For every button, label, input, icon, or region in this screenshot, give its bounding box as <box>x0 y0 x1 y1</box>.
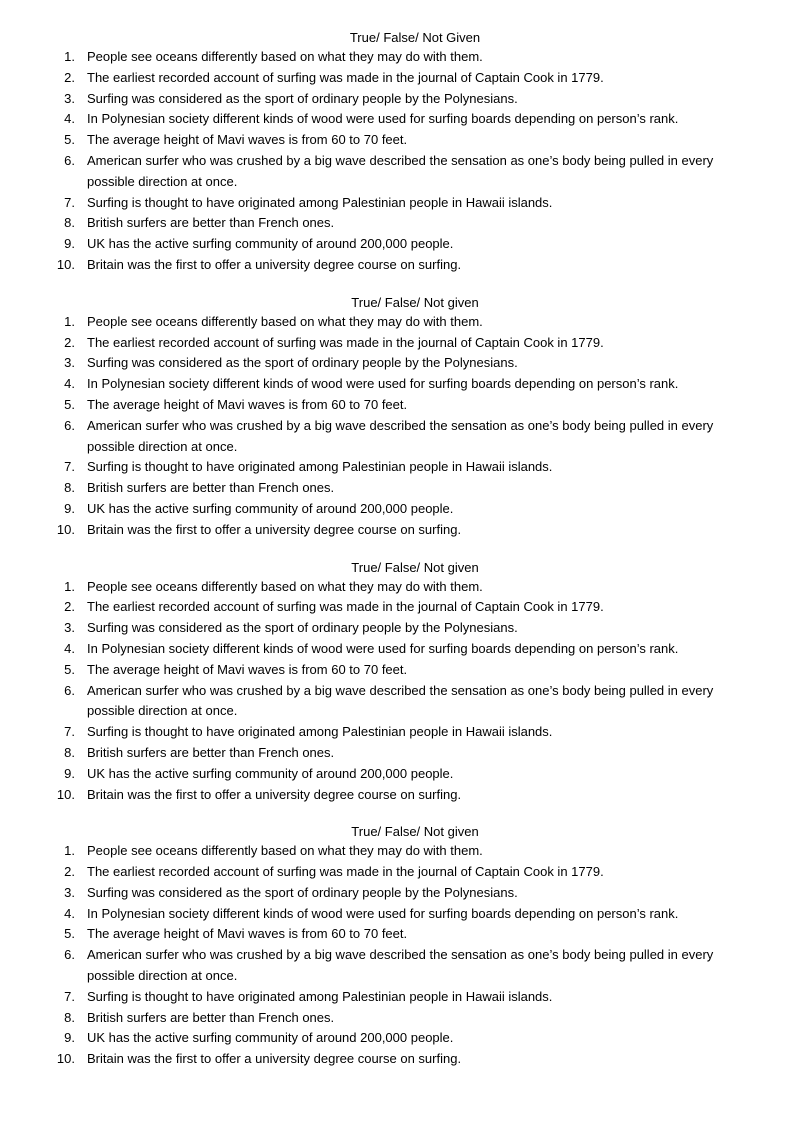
question-text: People see oceans differently based on what they may do with them. <box>87 49 483 64</box>
question-number: 4. <box>64 640 75 656</box>
question-item <box>0 987 800 1008</box>
question-text: In Polynesian society different kinds of wood were used for surfing boards depending on person’s rank. <box>87 376 679 392</box>
section-title: True/ False/ Not given <box>351 824 479 840</box>
question-text: Surfing is thought to have originated among Palestinian people in Hawaii islands. <box>87 724 553 740</box>
question-number: 10. <box>56 1051 75 1067</box>
question-text: In Polynesian society different kinds of wood were used for surfing boards depending on person’s rank. <box>87 111 679 127</box>
question-number: 9. <box>64 765 75 781</box>
question-number: 3. <box>64 90 75 106</box>
question-item <box>0 193 800 214</box>
question-number: 8. <box>64 480 75 496</box>
question-number: 8. <box>64 744 75 760</box>
question-item <box>0 234 800 255</box>
question-list <box>0 312 800 541</box>
question-item <box>0 722 800 743</box>
question-item <box>0 255 800 276</box>
question-number: 2. <box>64 334 75 350</box>
question-number: 8. <box>64 215 75 231</box>
question-number: 6. <box>64 682 75 698</box>
question-number: 1. <box>64 49 75 64</box>
question-item <box>0 924 800 945</box>
question-number: 1. <box>64 843 75 859</box>
question-number: 9. <box>64 236 75 252</box>
question-item <box>0 945 800 987</box>
question-text: UK has the active surfing community of around 200,000 people. <box>87 236 454 252</box>
question-list <box>0 47 800 276</box>
question-text: Surfing is thought to have originated among Palestinian people in Hawaii islands. <box>87 459 553 475</box>
question-number: 2. <box>64 599 75 615</box>
question-text: Surfing was considered as the sport of ordinary people by the Polynesians. <box>87 90 518 106</box>
question-item <box>0 47 800 68</box>
question-number: 4. <box>64 376 75 392</box>
question-text: British surfers are better than French ones. <box>87 1009 335 1025</box>
question-item <box>0 743 800 764</box>
question-text: The average height of Mavi waves is from 60 to 70 feet. <box>87 661 408 677</box>
question-text: UK has the active surfing community of around 200,000 people. <box>87 1030 454 1046</box>
question-text: Surfing is thought to have originated among Palestinian people in Hawaii islands. <box>87 988 553 1004</box>
question-text: Britain was the first to offer a university degree course on surfing. <box>87 1051 462 1067</box>
question-item <box>0 577 800 598</box>
question-number: 6. <box>64 417 75 433</box>
question-text: People see oceans differently based on what they may do with them. <box>87 313 483 329</box>
question-item <box>0 1049 800 1070</box>
question-number: 1. <box>64 578 75 594</box>
question-item <box>0 353 800 374</box>
question-text: People see oceans differently based on what they may do with them. <box>87 843 483 859</box>
question-text: The average height of Mavi waves is from 60 to 70 feet. <box>87 396 408 412</box>
question-item <box>0 395 800 416</box>
question-number: 10. <box>56 256 75 272</box>
question-item <box>0 213 800 234</box>
question-item <box>0 416 800 458</box>
question-text: The earliest recorded account of surfing was made in the journal of Captain Cook in 1779. <box>87 864 604 880</box>
question-text: In Polynesian society different kinds of wood were used for surfing boards depending on person’s rank. <box>87 640 679 656</box>
question-section <box>0 294 800 541</box>
question-text: American surfer who was crushed by a big wave described the sensation as one’s body being pulled in every possible direction at once. <box>87 152 714 189</box>
question-number: 9. <box>64 500 75 516</box>
question-number: 3. <box>64 355 75 371</box>
question-number: 7. <box>64 724 75 740</box>
section-title: True/ False/ Not Given <box>349 30 481 45</box>
question-number: 3. <box>64 884 75 900</box>
question-item <box>0 457 800 478</box>
question-item <box>0 68 800 89</box>
question-section <box>0 29 800 276</box>
question-item <box>0 785 800 806</box>
question-text: The earliest recorded account of surfing was made in the journal of Captain Cook in 1779. <box>87 599 604 615</box>
question-text: American surfer who was crushed by a big wave described the sensation as one’s body being pulled in every possible direction at once. <box>87 417 714 454</box>
question-text: The earliest recorded account of surfing was made in the journal of Captain Cook in 1779. <box>87 334 604 350</box>
section-title: True/ False/ Not given <box>351 559 479 575</box>
question-section <box>0 823 800 1070</box>
question-item <box>0 883 800 904</box>
question-item <box>0 109 800 130</box>
question-text: British surfers are better than French ones. <box>87 744 335 760</box>
question-number: 7. <box>64 459 75 475</box>
question-text: American surfer who was crushed by a big wave described the sensation as one’s body being pulled in every possible direction at once. <box>87 682 714 719</box>
question-item <box>0 478 800 499</box>
question-number: 9. <box>64 1030 75 1046</box>
question-text: Surfing was considered as the sport of ordinary people by the Polynesians. <box>87 884 518 900</box>
question-item <box>0 1028 800 1049</box>
question-number: 5. <box>64 926 75 942</box>
question-number: 4. <box>64 905 75 921</box>
question-text: Surfing is thought to have originated among Palestinian people in Hawaii islands. <box>87 194 553 210</box>
question-item <box>0 764 800 785</box>
question-item <box>0 151 800 193</box>
question-item <box>0 862 800 883</box>
question-item <box>0 681 800 723</box>
question-number: 7. <box>64 988 75 1004</box>
question-item <box>0 130 800 151</box>
question-text: UK has the active surfing community of around 200,000 people. <box>87 765 454 781</box>
question-number: 2. <box>64 864 75 880</box>
question-item <box>0 639 800 660</box>
question-text: Britain was the first to offer a university degree course on surfing. <box>87 786 462 802</box>
question-item <box>0 660 800 681</box>
question-number: 2. <box>64 69 75 85</box>
question-number: 8. <box>64 1009 75 1025</box>
question-number: 4. <box>64 111 75 127</box>
question-item <box>0 597 800 618</box>
question-number: 10. <box>56 521 75 537</box>
question-number: 5. <box>64 396 75 412</box>
question-item <box>0 841 800 862</box>
question-list <box>0 577 800 806</box>
question-text: Britain was the first to offer a university degree course on surfing. <box>87 521 462 537</box>
question-number: 6. <box>64 152 75 168</box>
question-item <box>0 89 800 110</box>
question-item <box>0 904 800 925</box>
document-page <box>0 29 800 1088</box>
section-title: True/ False/ Not given <box>351 294 479 310</box>
question-item <box>0 333 800 354</box>
question-item <box>0 312 800 333</box>
question-number: 3. <box>64 620 75 636</box>
question-text: Britain was the first to offer a university degree course on surfing. <box>87 256 462 272</box>
question-text: British surfers are better than French ones. <box>87 480 335 496</box>
question-text: The average height of Mavi waves is from 60 to 70 feet. <box>87 926 408 942</box>
question-text: The earliest recorded account of surfing was made in the journal of Captain Cook in 1779. <box>87 69 604 85</box>
question-number: 6. <box>64 947 75 963</box>
question-item <box>0 1008 800 1029</box>
question-number: 7. <box>64 194 75 210</box>
question-item <box>0 520 800 541</box>
question-text: Surfing was considered as the sport of ordinary people by the Polynesians. <box>87 355 518 371</box>
question-item <box>0 374 800 395</box>
question-text: Surfing was considered as the sport of ordinary people by the Polynesians. <box>87 620 518 636</box>
question-list <box>0 841 800 1070</box>
question-text: British surfers are better than French ones. <box>87 215 335 231</box>
question-item <box>0 618 800 639</box>
question-number: 10. <box>56 786 75 802</box>
question-number: 5. <box>64 661 75 677</box>
question-text: People see oceans differently based on what they may do with them. <box>87 578 483 594</box>
question-number: 1. <box>64 313 75 329</box>
question-text: American surfer who was crushed by a big wave described the sensation as one’s body being pulled in every possible direction at once. <box>87 947 714 984</box>
question-item <box>0 499 800 520</box>
question-text: The average height of Mavi waves is from 60 to 70 feet. <box>87 132 408 148</box>
question-section <box>0 559 800 806</box>
question-text: In Polynesian society different kinds of wood were used for surfing boards depending on person’s rank. <box>87 905 679 921</box>
question-number: 5. <box>64 132 75 148</box>
question-text: UK has the active surfing community of around 200,000 people. <box>87 500 454 516</box>
